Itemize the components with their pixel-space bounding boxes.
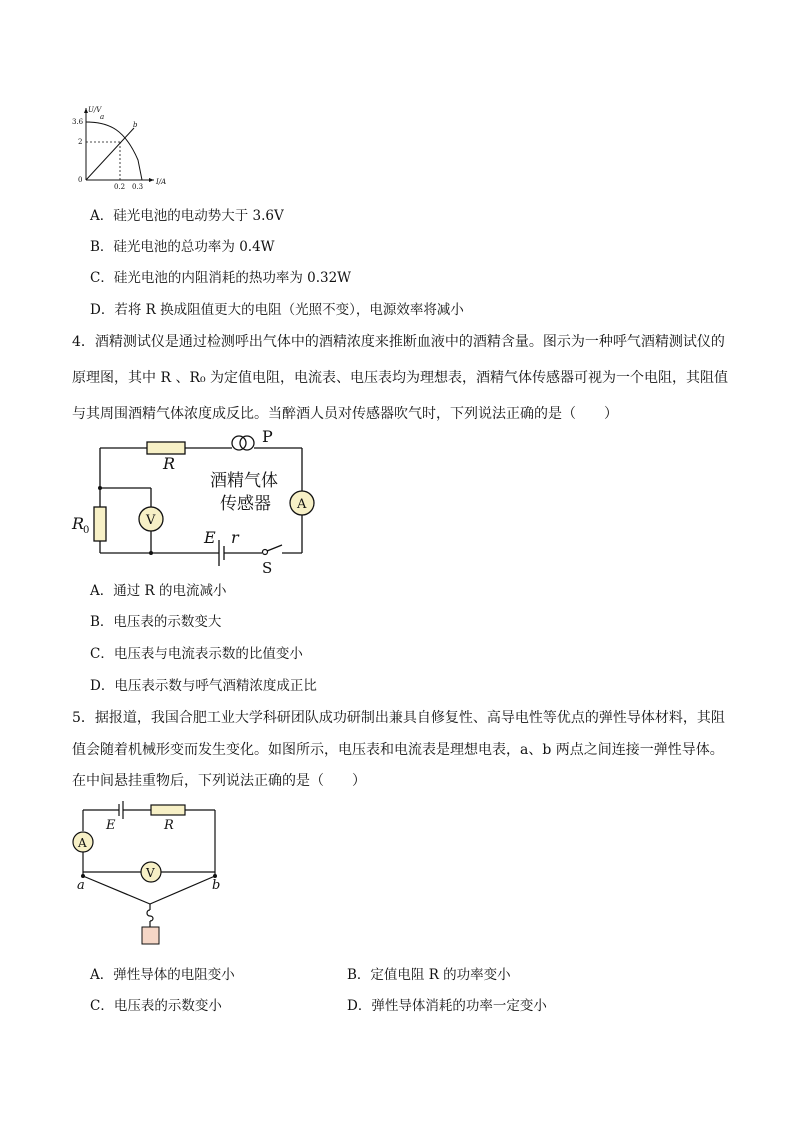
x-axis-arrow bbox=[149, 178, 154, 182]
sensor-text-2: 传感器 bbox=[220, 494, 271, 514]
q5-line-3: 在中间悬挂重物后，下列说法正确的是（ ） bbox=[72, 773, 366, 789]
q5-option-b: B．定值电阻 R 的功率变小 bbox=[347, 967, 511, 983]
ui-graph bbox=[70, 102, 170, 192]
ammeter-label: A bbox=[78, 836, 87, 850]
q3-option-c: C．硅光电池的内阻消耗的热功率为 0.32W bbox=[90, 270, 352, 286]
label-b: b bbox=[212, 878, 221, 893]
label-r0-sub: 0 bbox=[83, 525, 90, 536]
resistor-r bbox=[147, 442, 185, 454]
y-axis-label: U/V bbox=[88, 106, 102, 114]
x-axis-label: I/A bbox=[156, 178, 167, 186]
line-b bbox=[86, 128, 134, 180]
q4-line-3: 与其周围酒精气体浓度成反比。当醉酒人员对传感器吹气时，下列说法正确的是（ ） bbox=[72, 406, 618, 422]
sensor-icon bbox=[232, 436, 246, 450]
hook-icon bbox=[147, 910, 153, 921]
q5-option-c: C．电压表的示数变小 bbox=[90, 998, 222, 1014]
q5-line-1: 5．据报道，我国合肥工业大学科研团队成功研制出兼具自修复性、高导电性等优点的弹性导体材料，其阻 bbox=[72, 710, 725, 726]
alcohol-tester-circuit bbox=[62, 425, 322, 580]
q3-option-b: B．硅光电池的总功率为 0.4W bbox=[90, 239, 275, 255]
label-e: E bbox=[204, 528, 216, 547]
q4-line-1: 4．酒精测试仪是通过检测呼出气体中的酒精浓度来推断血液中的酒精含量。图示为一种呼气酒精测试仪的 bbox=[72, 334, 725, 350]
voltmeter-label: V bbox=[146, 513, 156, 528]
weight-block bbox=[142, 927, 159, 944]
y-tick-0: 0 bbox=[78, 176, 83, 184]
q5-option-d: D．弹性导体消耗的功率一定变小 bbox=[347, 998, 547, 1014]
y-tick-2: 2 bbox=[78, 138, 83, 146]
x-tick-02: 0.2 bbox=[114, 183, 126, 191]
label-r: R bbox=[164, 818, 174, 833]
resistor-r bbox=[151, 805, 185, 815]
q3-option-a: A．硅光电池的电动势大于 3.6V bbox=[90, 208, 284, 224]
y-tick-36: 3.6 bbox=[72, 118, 84, 126]
q4-option-b: B．电压表的示数变大 bbox=[90, 614, 222, 630]
voltmeter-label: V bbox=[146, 866, 155, 880]
label-p: P bbox=[262, 427, 273, 446]
q5-option-a: A．弹性导体的电阻变小 bbox=[90, 967, 235, 983]
elastic-conductor bbox=[83, 876, 150, 904]
label-s: S bbox=[262, 559, 273, 577]
q4-line-2: 原理图，其中 R 、R₀ 为定值电阻，电流表、电压表均为理想表，酒精气体传感器可视为一个电阻，其阻值 bbox=[72, 370, 729, 386]
sensor-text-1: 酒精气体 bbox=[210, 471, 278, 491]
label-e: E bbox=[106, 818, 116, 833]
label-a: a bbox=[77, 878, 85, 893]
q5-line-2: 值会随着机械形变而发生变化。如图所示，电压表和电流表是理想电表，a、b 两点之间连接一弹性导体。 bbox=[72, 742, 724, 758]
curve-a-label: a bbox=[100, 113, 105, 121]
line-b-label: b bbox=[133, 121, 138, 129]
q4-option-c: C．电压表与电流表示数的比值变小 bbox=[90, 646, 303, 662]
elastic-conductor-circuit bbox=[66, 800, 226, 950]
label-r0: R bbox=[72, 514, 85, 533]
switch-s bbox=[267, 545, 282, 551]
q4-option-a: A．通过 R 的电流减小 bbox=[90, 583, 227, 599]
label-r: R bbox=[163, 454, 176, 473]
resistor-r0 bbox=[94, 507, 106, 541]
label-r-internal: r bbox=[231, 528, 239, 547]
q4-option-d: D．电压表示数与呼气酒精浓度成正比 bbox=[90, 678, 317, 694]
ammeter-label: A bbox=[297, 497, 307, 512]
x-tick-03: 0.3 bbox=[132, 183, 144, 191]
q3-option-d: D．若将 R 换成阻值更大的电阻（光照不变），电源效率将减小 bbox=[90, 302, 464, 318]
